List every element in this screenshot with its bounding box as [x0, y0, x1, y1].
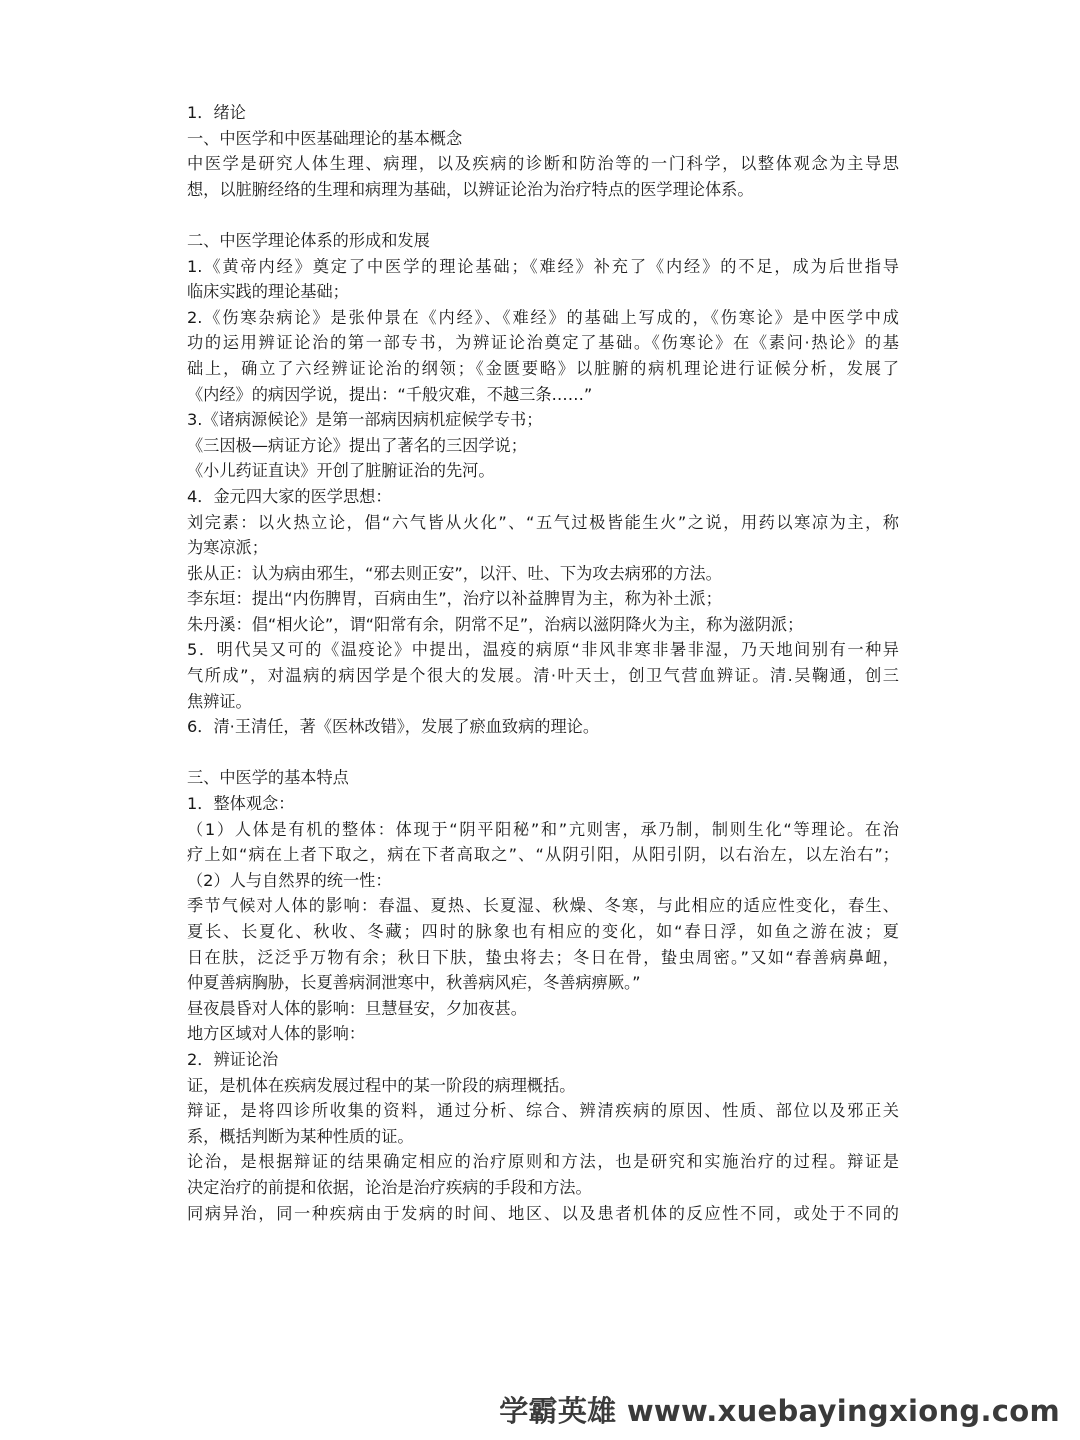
paragraph-line: 朱丹溪：倡“相火论”，谓“阳常有余，阴常不足”，治病以滋阴降火为主，称为滋阴派； [187, 614, 804, 634]
paragraph-line: 《内经》的病因学说，提出：“千般灾难，不越三条……” [187, 384, 593, 404]
paragraph-line: 6．清·王清任，著《医林改错》，发展了瘀血致病的理论。 [187, 717, 600, 737]
blank-line [187, 202, 899, 228]
paragraph-line: 《小儿药证直诀》开创了脏腑证治的先河。 [187, 461, 495, 481]
subheading: 1．整体观念： [187, 794, 295, 814]
paragraph-line: 1.《黄帝内经》奠定了中医学的理论基础；《难经》补充了《内经》的不足，成为后世指导 [187, 256, 899, 276]
section-heading-2: 二、中医学理论体系的形成和发展 [187, 230, 430, 250]
blank-line [187, 740, 899, 766]
paragraph-line: 《三因极—病证方论》提出了著名的三因学说； [187, 435, 527, 455]
paragraph-line: 气所成”，对温病的病因学是个很大的发展。清·叶天士，创卫气营血辨证。清.吴鞠通，创三 [187, 666, 899, 686]
paragraph-line: 刘完素：以火热立论，倡“六气皆从火化”、“五气过极皆能生火”之说，用药以寒凉为主，称 [187, 512, 899, 532]
paragraph-line: 张从正：认为病由邪生，“邪去则正安”，以汗、吐、下为攻去病邪的方法。 [187, 563, 722, 583]
paragraph-line: 临床实践的理论基础； [187, 282, 349, 302]
paragraph-line: 仲夏善病胸胁，长夏善病洞泄寒中，秋善病风疟，冬善病痹厥。” [187, 973, 641, 993]
paragraph-line: 证，是机体在疾病发展过程中的某一阶段的病理概括。 [187, 1075, 576, 1095]
paragraph-line: 系，概括判断为某种性质的证。 [187, 1126, 414, 1146]
site-watermark: 学霸英雄 www.xuebayingxiong.com [499, 1394, 1060, 1428]
paragraph-line: （1）人体是有机的整体：体现于“阴平阳秘”和”亢则害，承乃制，制则生化“等理论。在治 [187, 819, 899, 839]
paragraph-line: 夏长、长夏化、秋收、冬藏；四时的脉象也有相应的变化，如“春日浮，如鱼之游在波；夏 [187, 922, 899, 941]
paragraph-line: 功的运用辨证论治的第一部专书，为辨证论治奠定了基础。《伤寒论》在《素问·热论》的基 [187, 333, 899, 353]
subheading: 2．辨证论治 [187, 1049, 279, 1069]
section-heading-1: 一、中医学和中医基础理论的基本概念 [187, 128, 463, 148]
section-heading-3: 三、中医学的基本特点 [187, 768, 349, 788]
paragraph-line: 5．明代吴又可的《温疫论》中提出，温疫的病原“非风非寒非暑非湿，乃天地间别有一种异 [187, 640, 899, 660]
paragraph-line: 论治，是根据辩证的结果确定相应的治疗原则和方法，也是研究和实施治疗的过程。辩证是 [187, 1152, 899, 1172]
heading-chapter: 1．绪论 [187, 103, 246, 122]
subheading: 4．金元四大家的医学思想： [187, 486, 392, 506]
paragraph-line: 辩证，是将四诊所收集的资料，通过分析、综合、辨清疾病的原因、性质、部位以及邪正关 [187, 1101, 899, 1121]
paragraph-line: 昼夜晨昏对人体的影响：旦慧昼安，夕加夜甚。 [187, 998, 527, 1018]
paragraph-line: 中医学是研究人体生理、病理，以及疾病的诊断和防治等的一门科学，以整体观念为主导思 [187, 154, 899, 174]
paragraph-line: 决定治疗的前提和依据，论治是治疗疾病的手段和方法。 [187, 1177, 592, 1197]
paragraph-line: 为寒凉派； [187, 538, 268, 558]
paragraph-line: 疗上如“病在上者下取之，病在下者高取之”、“从阴引阳，从阳引阴，以右治左，以左治右”； [187, 845, 899, 865]
document-body [187, 100, 899, 1226]
paragraph-line: 础上，确立了六经辨证论治的纲领；《金匮要略》以脏腑的病机理论进行证候分析，发展了 [187, 358, 899, 378]
paragraph-line: 地方区域对人体的影响： [187, 1024, 366, 1044]
paragraph-line: 焦辨证。 [187, 691, 252, 711]
paragraph-line: 日在肤，泛泛乎万物有余；秋日下肤，蛰虫将去；冬日在骨，蛰虫周密。”又如“春善病鼻衄， [187, 947, 899, 967]
paragraph-line: 想，以脏腑经络的生理和病理为基础，以辨证论治为治疗特点的医学理论体系。 [187, 179, 754, 199]
paragraph-line: 3.《诸病源候论》是第一部病因病机症候学专书； [187, 410, 543, 430]
paragraph-line: （2）人与自然界的统一性： [187, 870, 392, 890]
paragraph-line: 李东垣：提出“内伤脾胃，百病由生”，治疗以补益脾胃为主，称为补土派； [187, 589, 722, 609]
paragraph-line: 同病异治，同一种疾病由于发病的时间、地区、以及患者机体的反应性不同，或处于不同的 [187, 1203, 899, 1223]
paragraph-line: 季节气候对人体的影响：春温、夏热、长夏湿、秋燥、冬寒，与此相应的适应性变化，春生、 [187, 896, 899, 916]
paragraph-line: 2.《伤寒杂病论》是张仲景在《内经》、《难经》的基础上写成的，《伤寒论》是中医学中成 [187, 307, 899, 327]
